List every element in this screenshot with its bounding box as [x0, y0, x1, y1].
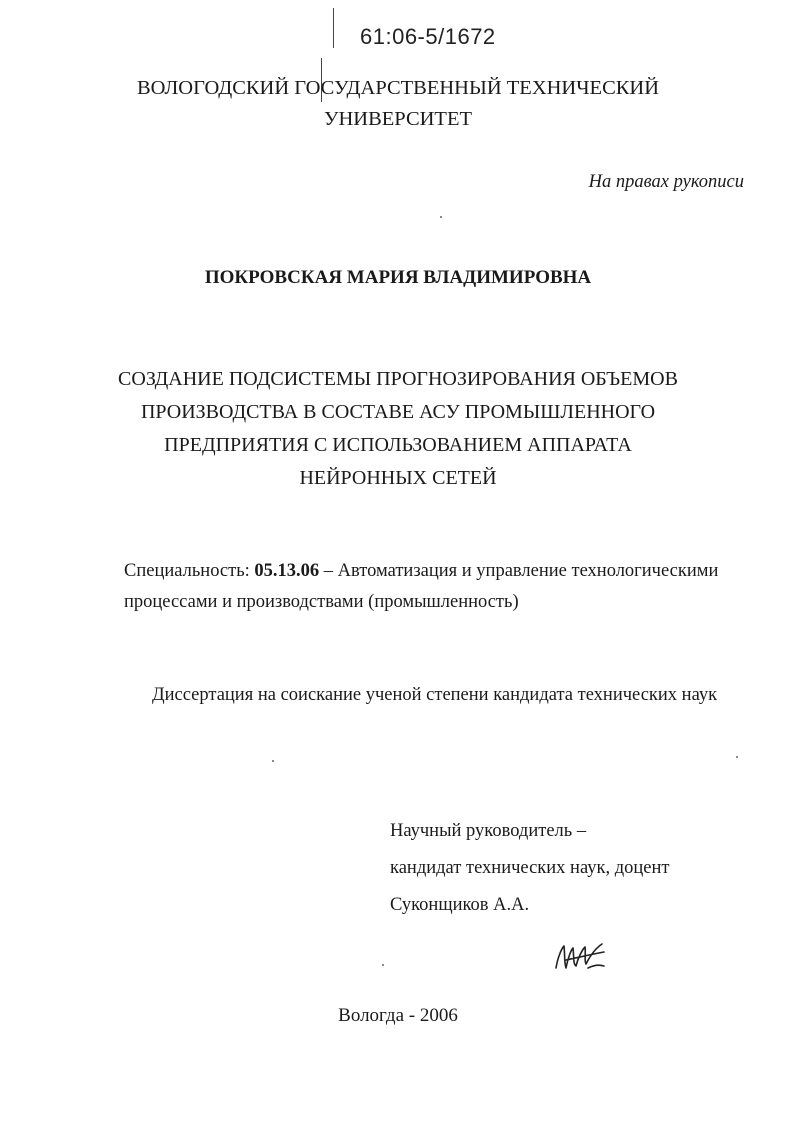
university-name-line: ВОЛОГОДСКИЙ ГОСУДАРСТВЕННЫЙ ТЕХНИЧЕСКИЙ: [136, 77, 660, 99]
rights-note: На правах рукописи: [588, 172, 744, 192]
dissertation-title: [0, 363, 796, 495]
scan-mark-line: [333, 8, 334, 48]
dissertation-note: Диссертация на соискание ученой степени кандидата технических наук: [152, 685, 718, 705]
university-name: [0, 73, 796, 135]
scan-speck: [382, 964, 384, 966]
title-line: ПРЕДПРИЯТИЯ С ИСПОЛЬЗОВАНИЕМ АППАРАТА: [164, 434, 632, 456]
specialty-code: 05.13.06: [254, 561, 320, 581]
author-name: ПОКРОВСКАЯ МАРИЯ ВЛАДИМИРОВНА: [204, 267, 592, 288]
supervisor-degree: кандидат технических наук, доцент: [390, 858, 670, 878]
signature-image: [552, 938, 612, 978]
specialty-block: [124, 556, 744, 618]
specialty-description-continued: процессами и производствами (промышленность): [124, 592, 519, 612]
specialty-label: Специальность:: [124, 561, 250, 581]
place-and-year: Вологда - 2006: [338, 1005, 458, 1026]
university-name-line: УНИВЕРСИТЕТ: [323, 108, 472, 130]
title-line: ПРОИЗВОДСТВА В СОСТАВЕ АСУ ПРОМЫШЛЕННОГО: [140, 401, 656, 423]
title-line: СОЗДАНИЕ ПОДСИСТЕМЫ ПРОГНОЗИРОВАНИЯ ОБЪЕМОВ: [118, 368, 678, 390]
supervisor-role: Научный руководитель –: [390, 821, 587, 841]
specialty-line: [124, 556, 744, 587]
supervisor-block: [390, 813, 669, 924]
scan-speck: [272, 760, 274, 762]
scan-speck: [440, 216, 442, 218]
archive-code: 61:06-5/1672: [360, 24, 496, 49]
specialty-description: – Автоматизация и управление технологическими: [319, 561, 719, 581]
scan-speck: [736, 756, 738, 758]
supervisor-name: Суконщиков А.А.: [390, 895, 530, 915]
title-line: НЕЙРОННЫХ СЕТЕЙ: [299, 467, 497, 489]
